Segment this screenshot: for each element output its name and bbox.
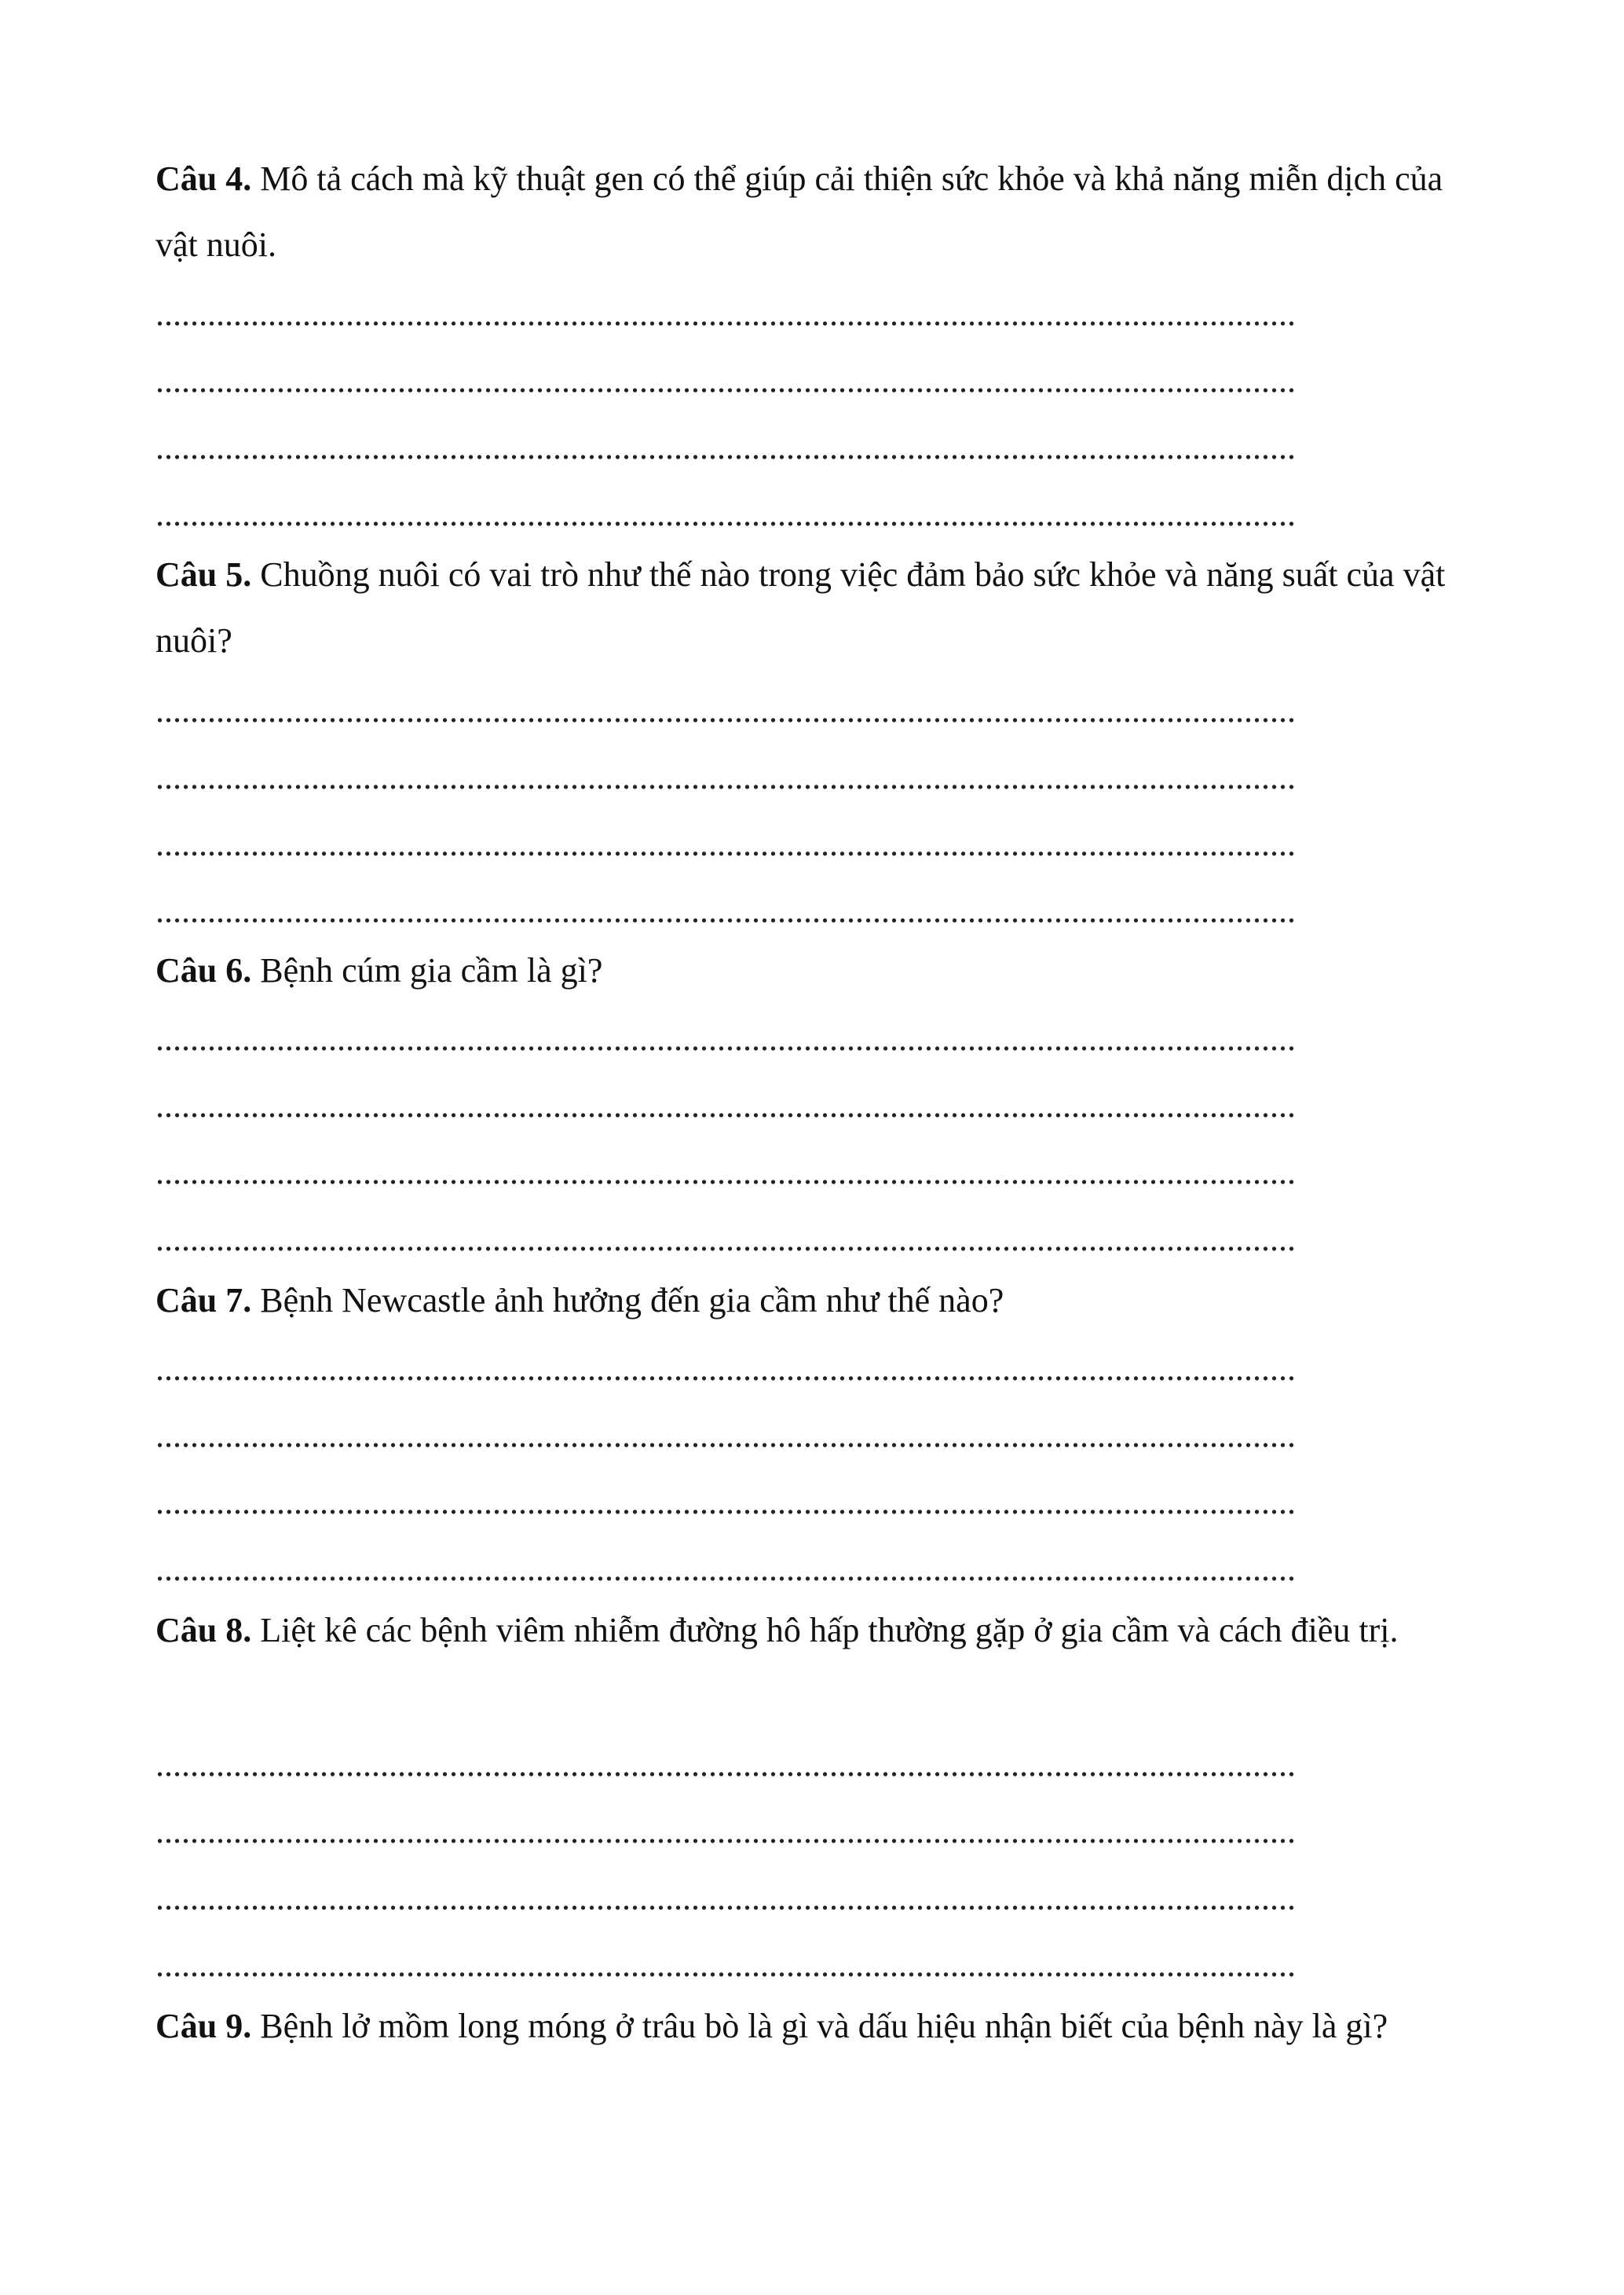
answer-line[interactable]: .................................................................................................................................... (155, 825, 1296, 863)
question-7-text: Bệnh Newcastle ảnh hưởng đến gia cầm như thế nào? (251, 1281, 1004, 1320)
question-6-number: Câu 6. (155, 951, 252, 990)
question-4-number: Câu 4. (155, 159, 252, 198)
question-8 (155, 1598, 1475, 1664)
answer-line[interactable]: .................................................................................................................................... (155, 1220, 1296, 1258)
answer-line[interactable]: .................................................................................................................................... (155, 1416, 1296, 1455)
question-6-text: Bệnh cúm gia cầm là gì? (251, 951, 603, 990)
question-7 (155, 1268, 1475, 1334)
question-5 (155, 542, 1475, 674)
question-8-number: Câu 8. (155, 1611, 252, 1649)
question-4 (155, 146, 1475, 278)
answer-line[interactable]: .................................................................................................................................... (155, 1153, 1296, 1191)
answer-line[interactable]: .................................................................................................................................... (155, 361, 1296, 400)
question-9 (155, 1993, 1475, 2059)
answer-line[interactable]: .................................................................................................................................... (155, 1812, 1296, 1850)
answer-line[interactable]: .................................................................................................................................... (155, 691, 1296, 730)
answer-line[interactable]: .................................................................................................................................... (155, 1483, 1296, 1521)
answer-line[interactable]: .................................................................................................................................... (155, 1945, 1296, 1984)
question-7-number: Câu 7. (155, 1281, 252, 1320)
question-9-number: Câu 9. (155, 2007, 252, 2045)
answer-line[interactable]: .................................................................................................................................... (155, 495, 1296, 533)
answer-line[interactable]: .................................................................................................................................... (155, 1879, 1296, 1917)
answer-line[interactable]: .................................................................................................................................... (155, 1745, 1296, 1784)
answer-line[interactable]: .................................................................................................................................... (155, 1019, 1296, 1058)
answer-line[interactable]: .................................................................................................................................... (155, 1349, 1296, 1388)
answer-line[interactable]: .................................................................................................................................... (155, 758, 1296, 796)
question-4-text: Mô tả cách mà kỹ thuật gen có thể giúp cải thiện sức khỏe và khả năng miễn dịch của vật nuôi. (155, 159, 1443, 264)
answer-line[interactable]: .................................................................................................................................... (155, 891, 1296, 930)
question-5-text: Chuồng nuôi có vai trò như thế nào trong việc đảm bảo sức khỏe và năng suất của vật nuôi? (155, 555, 1446, 660)
question-6 (155, 938, 1475, 1004)
answer-line[interactable]: .................................................................................................................................... (155, 1550, 1296, 1588)
question-9-text: Bệnh lở mồm long móng ở trâu bò là gì và dấu hiệu nhận biết của bệnh này là gì? (251, 2007, 1388, 2045)
question-5-number: Câu 5. (155, 555, 252, 594)
answer-line[interactable]: .................................................................................................................................... (155, 295, 1296, 333)
answer-line[interactable]: .................................................................................................................................... (155, 428, 1296, 467)
answer-line[interactable]: .................................................................................................................................... (155, 1086, 1296, 1125)
question-8-text: Liệt kê các bệnh viêm nhiễm đường hô hấp thường gặp ở gia cầm và cách điều trị. (251, 1611, 1399, 1649)
